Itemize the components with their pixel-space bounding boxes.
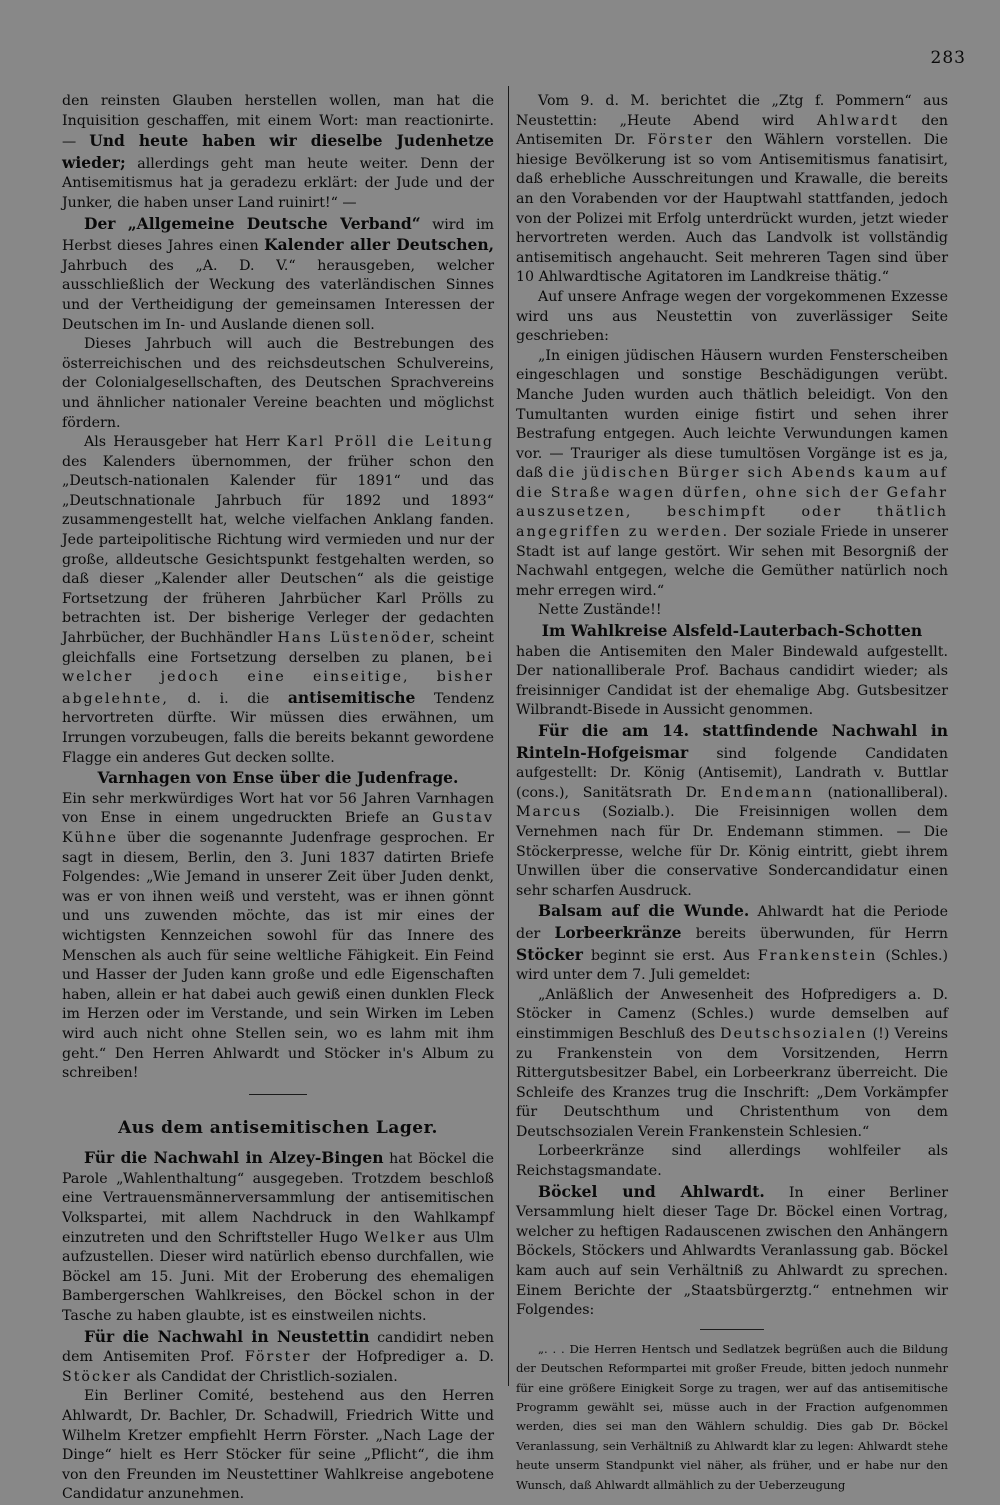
paragraph bbox=[62, 790, 494, 1084]
paragraph bbox=[62, 214, 494, 336]
text: hat Böckel die Parole „Wahlenthaltung“ ausgegeben. Trotzdem beschloß eine Vertrauensmännerversammlung der antisemitischen Volkspartei, mit allem Nachdruck in den Wahlkampf einzutreten und den Schriftsteller Hugo bbox=[62, 1151, 494, 1246]
column-rule bbox=[508, 86, 509, 1386]
spaced-text: Karl Pröll die Leitung bbox=[286, 434, 494, 451]
spaced-text: Ahlwardt bbox=[816, 112, 899, 129]
paragraph bbox=[516, 721, 948, 901]
text: scheint gleichfalls eine Fortsetzung derselben zu planen, bbox=[62, 630, 494, 666]
paragraph bbox=[62, 1327, 494, 1388]
text: der Hofprediger a. D. bbox=[321, 1349, 494, 1366]
text: Tendenz hervortreten dürfte. Wir müssen dies erwähnen, um Irrungen vorzubeugen, falls die bereits bekannt gewordene Flagge ein anderes Gut decken sollte. bbox=[62, 690, 495, 766]
text: Ahlwardt hat die Periode der bbox=[516, 904, 949, 942]
article-heading: Balsam auf die Wunde. bbox=[538, 901, 750, 921]
spaced-text: Frankenstein bbox=[757, 947, 878, 964]
text: als Candidat der Christlich-sozialen. bbox=[136, 1368, 398, 1385]
paragraph bbox=[62, 92, 494, 214]
spaced-text: Welker bbox=[364, 1229, 427, 1246]
bold-text: Und heute haben wir dieselbe Judenhetze wieder; bbox=[62, 131, 494, 172]
text: sind folgende Candidaten aufgestellt: Dr. König (Antisemit), Landrath v. Buttlar (cons.), Sanitätsrath Dr. bbox=[516, 745, 948, 801]
paragraph bbox=[516, 986, 948, 1143]
spaced-text: Hans Lüstenöder, bbox=[277, 630, 437, 647]
bold-text: Kalender aller Deutschen, bbox=[264, 235, 494, 255]
paragraph: Dieses Jahrbuch will auch die Bestrebungen des österreichischen und des reichsdeutschen Schulvereins, der Colonialgesellschaften, des Deutschen Sprachvereins und ähnlicher nationaler Vereine beachten und möglichst fördern. bbox=[62, 336, 494, 431]
text: Als Herausgeber hat Herr bbox=[84, 434, 280, 451]
right-column bbox=[516, 92, 948, 1495]
paragraph: Ein Berliner Comité, bestehend aus den Herren Ahlwardt, Dr. Bachler, Dr. Schadwill, Friedrich Witte und Wilhelm Kretzer empfiehlt Herrn Förster. „Nach Lage der Dinge“ hielt es Herr Stöcker für seine „Pflicht“, die ihm von den Freunden im Neustettiner Wahlkreise angebotene Candidatur anzunehmen. bbox=[62, 1388, 494, 1503]
article-heading: Für die Nachwahl in Neustettin bbox=[84, 1326, 370, 1346]
spaced-text: Stöcker bbox=[62, 1368, 132, 1385]
article-heading: Der „Allgemeine Deutsche Verband“ bbox=[84, 213, 421, 233]
paragraph: Lorbeerkränze sind allerdings wohlfeiler als Reichstagsmandate. bbox=[516, 1143, 948, 1180]
paragraph bbox=[62, 1148, 494, 1326]
paragraph bbox=[516, 901, 948, 985]
divider bbox=[249, 1094, 307, 1095]
article-heading: Für die am 14. stattfindende Nachwahl in Rinteln-Hofgeismar bbox=[516, 721, 948, 762]
article-heading: Böckel und Ahlwardt. bbox=[538, 1181, 765, 1201]
article-heading: Varnhagen von Ense über die Judenfrage. bbox=[97, 768, 459, 788]
bold-text: antisemitische bbox=[287, 687, 416, 707]
text: Vom 9. d. M. berichtet die „Ztg f. Pommern“ aus Neustettin: „Heute Abend wird bbox=[516, 93, 948, 129]
text: den Antisemiten Dr. bbox=[516, 112, 948, 149]
spaced-text: Förster bbox=[244, 1349, 312, 1366]
text: (!) Vereins zu Frankenstein von dem Vorsitzenden, Herrn Rittergutsbesitzer Babel, ein Lorbeerkranz überreicht. Die Schleife des Kranzes trug die Inschrift: „Dem Vorkämpfer für Deutschthum und Christenthum von dem Deutschsozialen Verein Frankenstein Schlesien.“ bbox=[516, 1025, 948, 1140]
spaced-text: Gustav Kühne bbox=[62, 810, 494, 846]
article-heading-line bbox=[62, 768, 494, 790]
text: „Anläßlich der Anwesenheit des Hofpredigers a. D. Stöcker in Camenz (Schles.) wurde demselben auf einstimmigen Beschluß des bbox=[516, 986, 948, 1042]
text: den Wählern vorstellen. Die hiesige Bevölkerung ist so vom Antisemitismus fanatisirt, daß erhebliche Ausschreitungen und Krawalle, die bereits an den Vorabenden vor der Hauptwahl stattfanden, jedoch von der Polizei mit Erfolg unterdrückt wurden, jetzt wieder hervortreten werden. Auch das Landvolk ist vollständig antisemitisch angehaucht. Seit mehreren Tagen sind über 10 Ahlwardtische Agitatoren im Landkreise thätig.“ bbox=[516, 132, 948, 286]
text: candidirt neben dem Antisemiten Prof. bbox=[62, 1329, 494, 1366]
article-heading: Für die Nachwahl in Alzey-Bingen bbox=[84, 1148, 384, 1168]
text: bereits überwunden, für Herrn bbox=[695, 925, 949, 942]
text: (Sozialb.). Die Freisinnigen wollen dem Vernehmen nach für Dr. Endemann stimmen. — Die Stöckerpresse, welche für Dr. König eintritt, giebt ihrem Unwillen über die conservative Sondercandidatur einen sehr scharfen Ausdruck. bbox=[516, 804, 948, 899]
quoted-report: „. . . Die Herren Hentsch und Sedlatzek begrüßen auch die Bildung der Deutschen Reformpartei mit großer Freude, bitten jedoch nunmehr für eine größere Einigkeit Sorge zu tragen, wer auf das antisemitische Programm gewählt sei, müsse auch in der Fraction aufgenommen werden, dies sei man den Wählern schuldig. Dies gab Dr. Böckel Veranlassung, sein Verhältniß zu Ahlwardt klar zu legen: Ahlwardt stehe heute unserm Standpunkt viel näher, als früher, und er habe nur den Wunsch, daß Ahlwardt allmählich zu der Ueberzeugung bbox=[516, 1341, 948, 1492]
text: beginnt sie erst. Aus bbox=[590, 947, 750, 964]
article-heading: Im Wahlkreise Alsfeld-Lauterbach-Schotten bbox=[541, 621, 923, 641]
paragraph: Nette Zustände!! bbox=[538, 602, 662, 619]
paragraph bbox=[516, 92, 948, 288]
text: allerdings geht man heute weiter. Denn der Antisemitismus hat ja geradezu erklärt: der Jude und der Junker, die haben unser Land ruinirt!“ — bbox=[62, 155, 494, 211]
paragraph: Auf unsere Anfrage wegen der vorgekommenen Exzesse wird uns aus Neustettin von zuverlässiger Seite geschrieben: bbox=[516, 288, 948, 345]
page-number: 283 bbox=[930, 48, 966, 68]
text: Der soziale Friede in unserer Stadt ist auf lange gestört. Wir sehen mit Besorgniß der Nachwahl entgegen, welche die Gemüther natürlich noch mehr erregen wird.“ bbox=[516, 524, 949, 599]
paragraph bbox=[516, 347, 948, 602]
spaced-text: Deutschsozialen bbox=[720, 1025, 868, 1042]
paragraph bbox=[516, 1182, 948, 1321]
text: über die sogenannte Judenfrage gesprochen. Er sagt in diesem, Berlin, den 3. Juni 1837 datirten Briefe Folgendes: „Wie Jemand in unserer Zeit über Juden denkt, was er von ihnen weiß und versteht, was er ihnen gönnt und uns zuwenden möchte, das ist mir eines der wichtigsten Kennzeichen sowohl für das Innere des Menschen als auch für seine weltliche Fähigkeit. Ein Feind und Hasser der Juden kann große und edle Eigenschaften haben, allein er hat dabei auch gewiß einen dunklen Fleck im Herzen oder im Verstande, und sein Wirken im Leben wird auch nicht ohne Stellen sein, wo es lahm mit ihm geht.“ Den Herren Ahlwardt und Stöcker in's Album zu schreiben! bbox=[62, 829, 494, 1082]
bold-text: Lorbeerkränze bbox=[554, 922, 682, 942]
text: wird im Herbst dieses Jahres einen bbox=[62, 216, 495, 255]
text: Ein sehr merkwürdiges Wort hat vor 56 Jahren Varnhagen von Ense in einem ungedruckten Briefe an bbox=[62, 790, 494, 827]
spaced-text: bei welcher jedoch eine einseitige, bisher abgelehnte, bbox=[62, 649, 494, 707]
text: den reinsten Glauben herstellen wollen, man hat die Inquisition geschaffen, mit einem Wort: man reactionirte. — bbox=[62, 93, 494, 151]
paragraph: haben die Antisemiten den Maler Bindewald aufgestellt. Der nationalliberale Prof. Bachaus candidirt wieder; als freisinniger Candidat ist der ehemalige Abg. Gutsbesitzer Wilbrandt-Bisede in Aussicht genommen. bbox=[516, 643, 948, 719]
text: „In einigen jüdischen Häusern wurden Fensterscheiben eingeschlagen und sonstige Beschädigungen verübt. Manche Juden wurden auch thätlich beleidigt. Von den Tumultanten wurden einige fistirt und sehen ihrer Bestrafung entgegen. Auch leichte Verwundungen kamen vor. — Trauriger als diese tumultösen Vorgänge ist es ja, daß bbox=[516, 347, 948, 482]
article-heading-line bbox=[516, 621, 948, 643]
spaced-text: Endemann bbox=[720, 784, 814, 801]
spaced-text: Marcus bbox=[516, 804, 583, 821]
text: (Schles.) wird unter dem 7. Juli gemeldet: bbox=[516, 947, 948, 984]
section-title: Aus dem antisemitischen Lager. bbox=[118, 1117, 438, 1138]
paragraph bbox=[62, 433, 494, 768]
left-column bbox=[62, 92, 494, 1505]
text: d. i. die bbox=[187, 690, 270, 707]
divider bbox=[700, 1329, 764, 1330]
text: aus Ulm aufzustellen. Dieser wird natürlich ebenso durchfallen, wie Böckel am 15. Juni. Mit der Eroberung des ehemaligen Bambergerschen Wahlkreises, den Böckel schon in der Tasche zu haben glaubte, ist es einstweilen nichts. bbox=[62, 1229, 494, 1325]
bold-text: Stöcker bbox=[516, 944, 583, 964]
spaced-text: Förster bbox=[647, 132, 714, 149]
text: Jahrbuch des „A. D. V.“ herausgeben, welcher ausschließlich der Weckung des vaterländischen Sinnes und der Vertheidigung der gemeinsamen Interessen der Deutschen im In- und Auslande dienen soll. bbox=[62, 257, 494, 333]
text: des Kalenders übernommen, der früher schon den „Deutsch-nationalen Kalender für 1891“ und das „Deutschnationale Jahrbuch für 1892 und 1893“ zusammengestellt hat, welche vielfachen Anklang fanden. Jede parteipolitische Richtung wird vermieden und nur der große, alldeutsche Gesichtspunkt festgehalten werden, so daß dieser „Kalender aller Deutschen“ als die geistige Fortsetzung der früheren Jahrbücher Karl Prölls zu betrachten ist. Der bisherige Verleger der gedachten Jahrbücher, der Buchhändler bbox=[62, 453, 494, 647]
text: (nationalliberal). bbox=[827, 784, 948, 801]
spaced-text: die jüdischen Bürger sich Abends kaum auf die Straße wagen dürfen, ohne sich der Gefahr auszusetzen, beschimpft oder thätlich angegriffen zu werden. bbox=[516, 465, 948, 541]
text: In einer Berliner Versammlung hielt dieser Tage Dr. Böckel einen Vortrag, welcher zu heftigen Radauscenen zwischen den Anhängern Böckels, Stöckers und Ahlwardts Veranlassung gab. Böckel kam auch auf sein Verhältniß zu Ahlwardt zu sprechen. Einem Berichte der „Staatsbürgerztg.“ entnehmen wir Folgendes: bbox=[516, 1184, 948, 1319]
